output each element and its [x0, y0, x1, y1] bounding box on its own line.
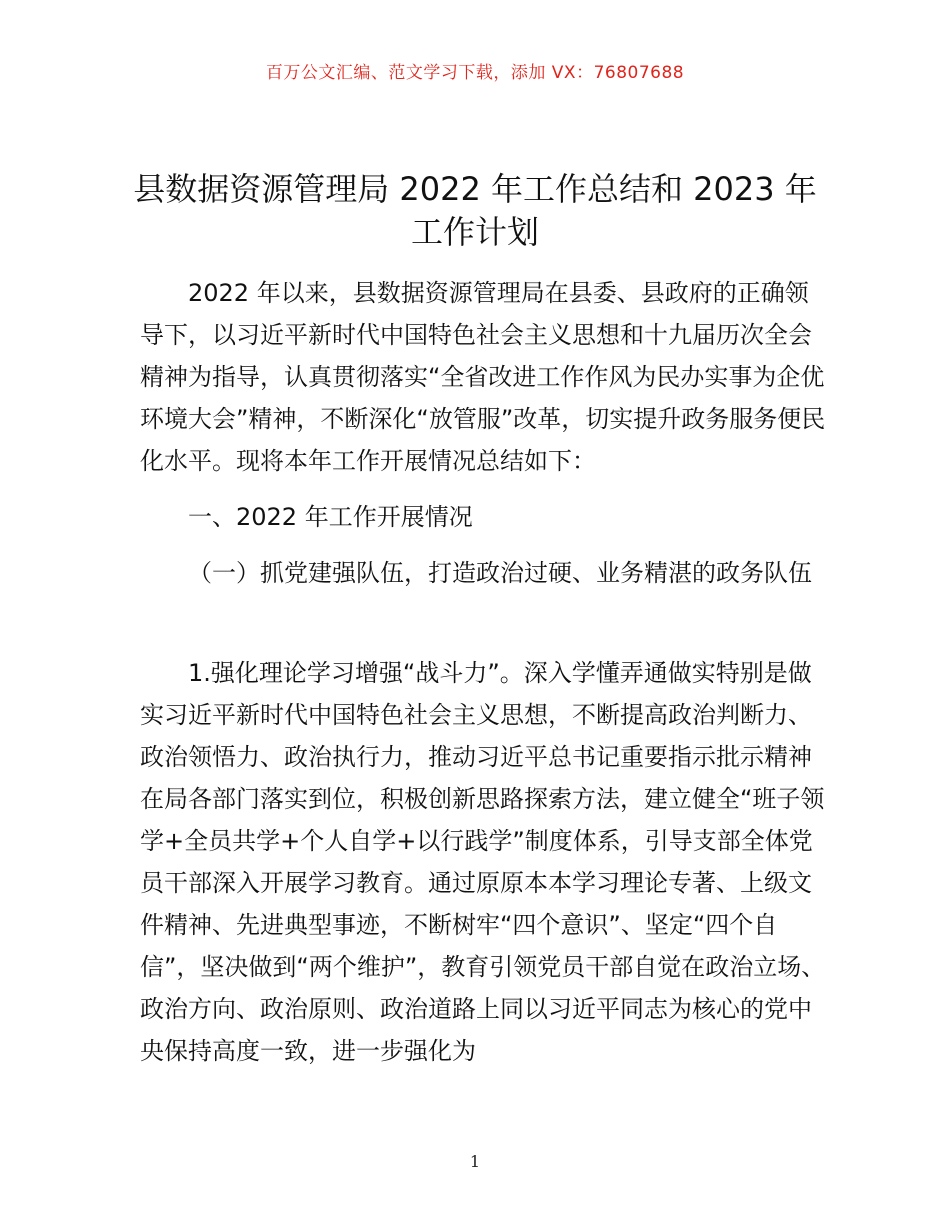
section-heading: 一、2022 年工作开展情况 — [188, 503, 473, 531]
page-number: 1 — [469, 1152, 481, 1171]
promo-header-note: 百万公文汇编、范文学习下载，添加 VX：76807688 — [265, 63, 685, 83]
intro-paragraph: 2022 年以来，县数据资源管理局在县委、县政府的正确领导下，以习近平新时代中国特色社会主义思想和十九届历次全会精神为指导，认真贯彻落实“全省改进工作作风为民办实事为企优环境大会”精神，不断深化“放管服”改革，切实提升政务服务便民化水平。现将本年工作开展情况总结如下： — [140, 279, 826, 475]
document-title-line-2: 工作计划 — [410, 213, 539, 251]
document-title-line-1: 县数据资源管理局 2022 年工作总结和 2023 年 — [133, 170, 817, 208]
subsection-heading: （一）抓党建强队伍，打造政治过硬、业务精湛的政务队伍 — [188, 559, 812, 587]
body-paragraph-1: 1.强化理论学习增强“战斗力”。深入学懂弄通做实特别是做实习近平新时代中国特色社会主义思想，不断提高政治判断力、政治领悟力、政治执行力，推动习近平总书记重要指示批示精神在局各部门落实到位，积极创新思路探索方法，建立健全“班子领学+全员共学+个人自学+以行践学”制度体系，引导支部全体党员干部深入开展学习教育。通过原原本本学习理论专著、上级文件精神、先进典型事迹，不断树牢“四个意识”、坚定“四个自信”，坚决做到“两个维护”，教育引领党员干部自觉在政治立场、政治方向、政治原则、政治道路上同以习近平同志为核心的党中央保持高度一致，进一步强化为 — [140, 659, 826, 1065]
